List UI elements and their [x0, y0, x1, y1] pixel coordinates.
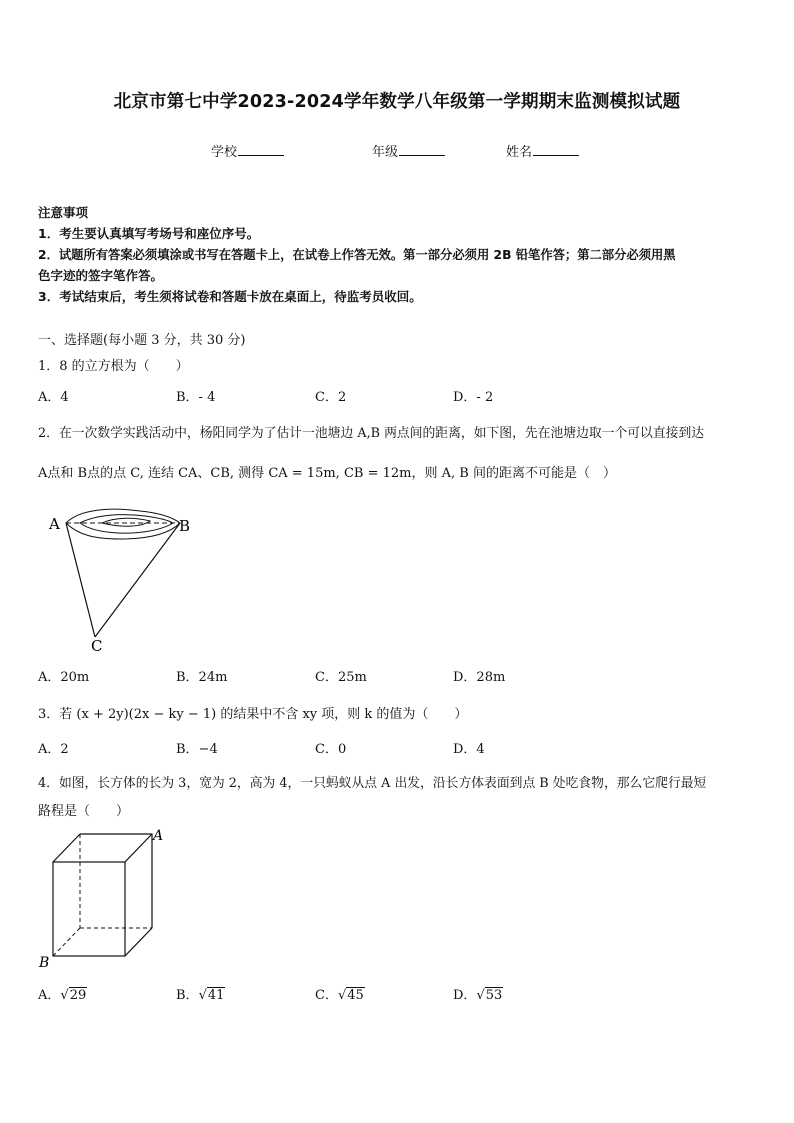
q3-option-b[interactable]: B．−4: [176, 742, 218, 757]
q1-option-d[interactable]: D．- 2: [453, 390, 494, 405]
q3-option-c[interactable]: C．0: [315, 742, 347, 757]
q4-option-a[interactable]: [38, 984, 87, 1003]
q4-option-d[interactable]: [453, 984, 503, 1003]
q2-option-b[interactable]: B．24m: [176, 670, 228, 685]
note-2-line-2: 色字迹的签字笔作答。: [38, 268, 164, 283]
name-label: 姓名: [506, 145, 533, 160]
sqrt-icon: √: [476, 988, 485, 1003]
label-a: A: [49, 515, 60, 533]
q4-option-c[interactable]: [315, 984, 365, 1003]
school-blank[interactable]: [238, 143, 284, 156]
section-heading: 一、选择题(每小题 3 分，共 30 分): [38, 333, 246, 348]
q1-option-a[interactable]: A．4: [38, 390, 69, 405]
page-title: 北京市第七中学2023-2024学年数学八年级第一学期期末监测模拟试题: [113, 92, 681, 112]
q2-option-d[interactable]: D．28m: [453, 670, 506, 685]
q4-option-d-letter: D．: [453, 988, 477, 1003]
q4-option-c-letter: C．: [315, 988, 338, 1003]
question-1-stem: 1．8 的立方根为（ ）: [38, 359, 189, 374]
q4-option-a-letter: A．: [38, 988, 61, 1003]
grade-blank[interactable]: [399, 143, 445, 156]
q4-option-b-radicand: 41: [207, 988, 225, 1003]
q4-option-b-letter: B．: [176, 988, 199, 1003]
grade-label: 年级: [372, 145, 399, 160]
q3-option-d[interactable]: D．4: [453, 742, 485, 757]
label-b: B: [179, 517, 191, 535]
sqrt-icon: √: [198, 988, 207, 1003]
q1-option-b[interactable]: B．- 4: [176, 390, 216, 405]
q3-option-a[interactable]: A．2: [38, 742, 69, 757]
school-field[interactable]: [211, 141, 284, 160]
q2-option-a[interactable]: A．20m: [38, 670, 90, 685]
sqrt-icon: √: [337, 988, 347, 1003]
q4-option-a-radicand: 29: [69, 988, 87, 1003]
cuboid-label-a: A: [153, 828, 164, 844]
cuboid-label-b: B: [39, 955, 50, 971]
question-4-line-2: 路程是（ ）: [38, 804, 130, 819]
note-1: 1．考生要认真填写考场号和座位序号。: [38, 226, 260, 241]
question-3-stem: 3．若 (x + 2y)(2x − ky − 1) 的结果中不含 xy 项，则 k 的值为（ ）: [38, 707, 468, 722]
question-2-line-1: 2．在一次数学实践活动中，杨阳同学为了估计一池塘边 A,B 两点间的距离，如下图，先在池塘边取一个可以直接到达: [38, 426, 705, 441]
cuboid-figure: [36, 826, 166, 971]
label-c: C: [91, 637, 103, 655]
school-label: 学校: [211, 145, 238, 160]
note-3: 3．考试结束后，考生须将试卷和答题卡放在桌面上，待监考员收回。: [38, 289, 422, 304]
pond-figure: [40, 505, 200, 655]
notes-heading: 注意事项: [38, 205, 89, 220]
question-4-line-1: 4．如图，长方体的长为 3，宽为 2，高为 4，一只蚂蚁从点 A 出发，沿长方体表面到点 B 处吃食物，那么它爬行最短: [38, 776, 707, 791]
name-blank[interactable]: [533, 143, 579, 156]
q2-option-c[interactable]: C．25m: [315, 670, 367, 685]
note-2-line-1: 2．试题所有答案必须填涂或书写在答题卡上，在试卷上作答无效。第一部分必须用 2B 铅笔作答；第二部分必须用黑: [38, 248, 676, 262]
q4-option-b[interactable]: [176, 984, 225, 1003]
q1-option-c[interactable]: C．2: [315, 390, 347, 405]
q4-option-d-radicand: 53: [485, 988, 503, 1003]
sqrt-icon: √: [60, 988, 69, 1003]
grade-field[interactable]: [372, 141, 445, 160]
question-2-line-2: A点和 B点的点 C, 连结 CA、CB, 测得 CA = 15m, CB = 12m，则 A, B 间的距离不可能是（ ）: [38, 466, 616, 481]
name-field[interactable]: [506, 141, 579, 160]
q4-option-c-radicand: 45: [347, 988, 364, 1003]
